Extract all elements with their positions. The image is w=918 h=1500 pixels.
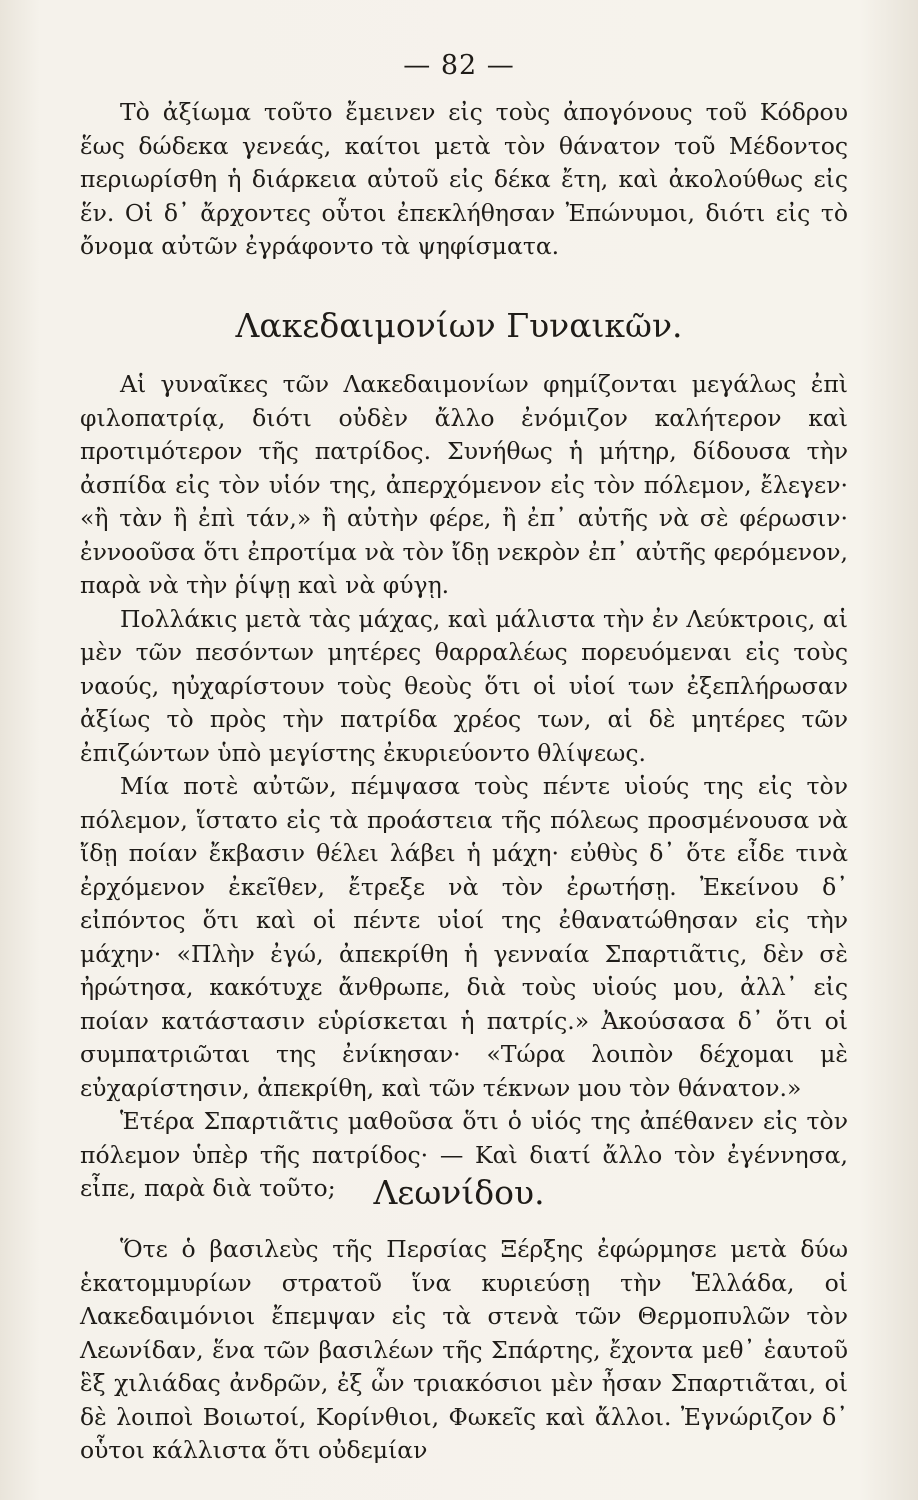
section-heading-spartan-women: Λακεδαιμονίων Γυναικῶν. (235, 306, 683, 345)
leonidas-text-block (80, 1233, 848, 1468)
section-heading-leonidas: Λεωνίδου. (373, 1173, 545, 1212)
paragraph: Πολλάκις μετὰ τὰς μάχας, καὶ μάλιστα τὴν ἐν Λεύκτροις, αἱ μὲν τῶν πεσόντων μητέρες θαρραλέως πορευόμεναι εἰς τοὺς ναούς, ηὐχαρίστουν τοὺς θεοὺς ὅτι οἱ υἱοί των ἐξεπλήρωσαν ἀξίως τὸ πρὸς τὴν πατρίδα χρέος των, αἱ δὲ μητέρες τῶν ἐπιζώντων ὑπὸ μεγίστης ἐκυριεύοντο θλίψεως. (80, 604, 848, 767)
intro-paragraph: Τὸ ἀξίωμα τοῦτο ἔμεινεν εἰς τοὺς ἀπογόνους τοῦ Κόδρου ἕως δώδεκα γενεάς, καίτοι μετὰ τὸν θάνατον τοῦ Μέδοντος περιωρίσθη ἡ διάρκεια αὐτοῦ εἰς δέκα ἔτη, καὶ ἀκολούθως εἰς ἕν. Οἱ δ᾽ ἄρχοντες οὗτοι ἐπεκλήθησαν Ἐπώνυμοι, διότι εἰς τὸ ὄνομα αὐτῶν ἐγράφοντο τὰ ψηφίσματα. (80, 98, 848, 260)
paragraph: Μία ποτὲ αὐτῶν, πέμψασα τοὺς πέντε υἱούς της εἰς τὸν πόλεμον, ἵστατο εἰς τὰ προάστεια τῆς πόλεως προσμένουσα νὰ ἴδῃ ποίαν ἔκβασιν θέλει λάβει ἡ μάχη· εὐθὺς δ᾽ ὅτε εἶδε τινὰ ἐρχόμενον ἐκεῖθεν, ἔτρεξε νὰ τὸν ἐρωτήσῃ. Ἐκείνου δ᾽ εἰπόντος ὅτι καὶ οἱ πέντε υἱοί της ἐθανατώθησαν εἰς τὴν μάχην· «Πλὴν ἐγώ, ἀπεκρίθη ἡ γενναία Σπαρτιᾶτις, δὲν σὲ ἠρώτησα, κακότυχε ἄνθρωπε, διὰ τοὺς υἱούς μου, ἀλλ᾽ εἰς ποίαν κατάστασιν εὑρίσκεται ἡ πατρίς.» Ἀκούσασα δ᾽ ὅτι οἱ συμπατριῶται της ἐνίκησαν· «Τώρα λοιπὸν δέχομαι μὲ εὐχαρίστησιν, ἀπεκρίθη, καὶ τῶν τέκνων μου τὸν θάνατον.» (80, 772, 848, 1102)
paragraph: Ὅτε ὁ βασιλεὺς τῆς Περσίας Ξέρξης ἐφώρμησε μετὰ δύω ἑκατομμυρίων στρατοῦ ἵνα κυριεύσῃ τὴν Ἑλλάδα, οἱ Λακεδαιμόνιοι ἔπεμψαν εἰς τὰ στενὰ τῶν Θερμοπυλῶν τὸν Λεωνίδαν, ἕνα τῶν βασιλέων τῆς Σπάρτης, ἔχοντα μεθ᾽ ἑαυτοῦ ἓξ χιλιάδας ἀνδρῶν, ἐξ ὧν τριακόσιοι μὲν ἦσαν Σπαρτιᾶται, οἱ δὲ λοιποὶ Βοιωτοί, Κορίνθιοι, Φωκεῖς καὶ ἄλλοι. Ἐγνώριζον δ᾽ οὗτοι κάλλιστα ὅτι οὐδεμίαν (80, 1235, 848, 1464)
intro-text-block (80, 96, 848, 264)
spartan-women-text-block (80, 368, 848, 1206)
paragraph: Ἑτέρα Σπαρτιᾶτις μαθοῦσα ὅτι ὁ υἱός της ἀπέθανεν εἰς τὸν πόλεμον ὑπὲρ τῆς πατρίδος· — Καὶ διατί ἄλλο τὸν ἐγέννησα, εἶπε, παρὰ διὰ τοῦτο; (80, 1107, 848, 1202)
page-number: — 82 — (403, 50, 515, 81)
paragraph: Αἱ γυναῖκες τῶν Λακεδαιμονίων φημίζονται μεγάλως ἐπὶ φιλοπατρίᾳ, διότι οὐδὲν ἄλλο ἐνόμιζον καλήτερον καὶ προτιμότερον τῆς πατρίδος. Συνήθως ἡ μήτηρ, δίδουσα τὴν ἀσπίδα εἰς τὸν υἱόν της, ἀπερχόμενον εἰς τὸν πόλεμον, ἔλεγεν· «ἢ τὰν ἢ ἐπὶ τάν,» ἢ αὐτὴν φέρε, ἢ ἐπ᾽ αὐτῆς νὰ σὲ φέρωσιν· ἐννοοῦσα ὅτι ἐπροτίμα νὰ τὸν ἴδῃ νεκρὸν ἐπ᾽ αὐτῆς φερόμενον, παρὰ νὰ τὴν ῥίψῃ καὶ νὰ φύγῃ. (80, 370, 848, 599)
